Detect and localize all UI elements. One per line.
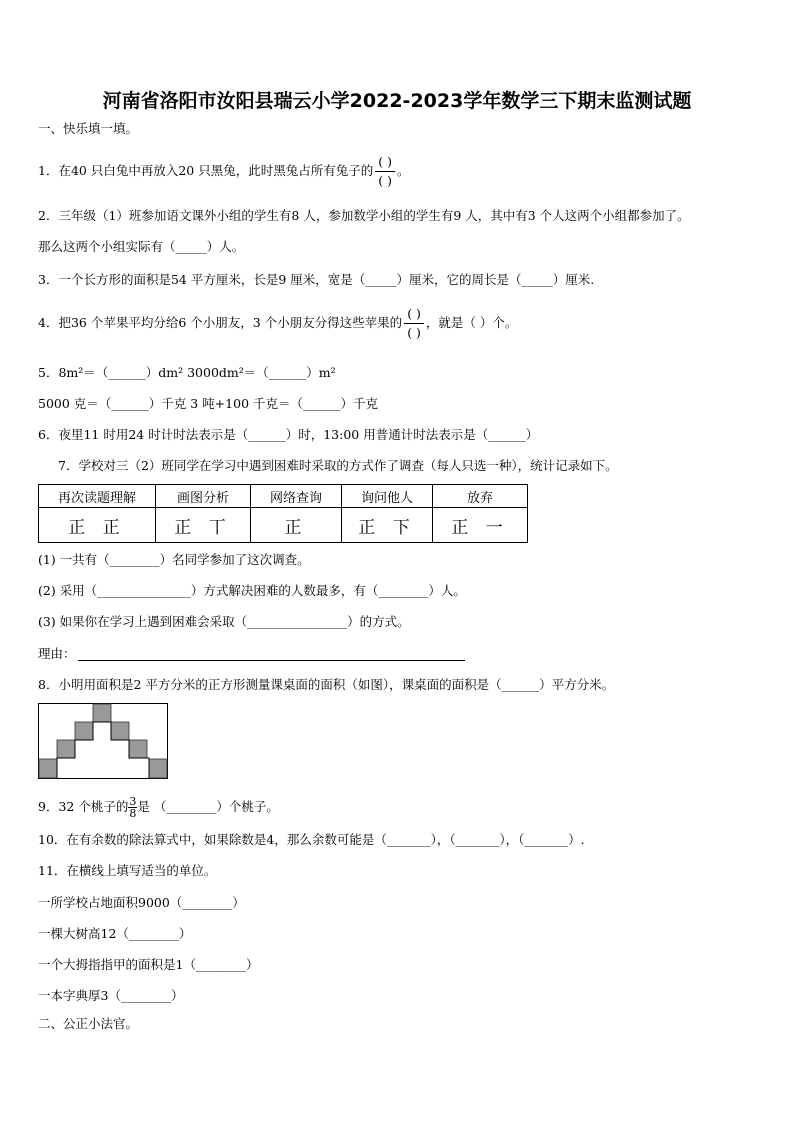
survey-header: 放弃 — [433, 485, 528, 508]
question-7-sub-3: (3) 如果你在学习上遇到困难会采取（________________）的方式。 — [38, 614, 410, 629]
q9-pre: 9．32 个桃子的 — [38, 799, 129, 814]
section-heading-1: 一、快乐填一填。 — [38, 121, 139, 136]
tally-cell: 正 丅 — [156, 508, 251, 543]
q9-fraction — [128, 796, 137, 819]
reason-label: 理由： — [38, 646, 76, 661]
q4-fraction — [404, 306, 424, 341]
question-1 — [38, 154, 409, 189]
grid-square — [129, 740, 147, 758]
survey-header: 询问他人 — [342, 485, 433, 508]
tally-cell: 正 — [251, 508, 342, 543]
question-7-sub-2: (2) 采用（_______________）方式解决困难的人数最多，有（________）人。 — [38, 583, 466, 598]
q4-fraction-den: ( ) — [407, 325, 421, 340]
survey-table — [38, 484, 528, 543]
question-9 — [38, 796, 279, 819]
question-6: 6．夜里11 时用24 时计时法表示是（______）时，13:00 用普通计时法表示是（______） — [38, 427, 539, 442]
survey-header: 网络查询 — [251, 485, 342, 508]
question-2-line-2: 那么这两个小组实际有（_____）人。 — [38, 239, 245, 254]
question-7-sub-1: (1) 一共有（________）名同学参加了这次调查。 — [38, 552, 310, 567]
q1-fraction-den: ( ) — [378, 173, 392, 188]
grid-square — [111, 722, 129, 740]
q9-fraction-num: 3 — [129, 795, 137, 808]
staircase-squares — [39, 704, 167, 778]
question-11-item: 一本字典厚3（________） — [38, 988, 184, 1003]
q9-post: 是 （________）个桃子。 — [137, 799, 279, 814]
section-heading-2: 二、公正小法官。 — [38, 1016, 139, 1031]
survey-header: 再次读题理解 — [39, 485, 156, 508]
q1-text: 1．在40 只白兔中再放入20 只黑兔，此时黑兔占所有兔子的 — [38, 163, 374, 178]
question-2-line-1: 2．三年级（1）班参加语文课外小组的学生有8 人，参加数学小组的学生有9 人，其中有3 个人这两个小组都参加了。 — [38, 208, 690, 223]
q4-end: ，就是（ ）个。 — [425, 315, 518, 330]
survey-header: 画图分析 — [156, 485, 251, 508]
question-8: 8．小明用面积是2 平方分米的正方形测量课桌面的面积（如图），课桌面的面积是（______）平方分米。 — [38, 677, 615, 692]
q1-end: 。 — [396, 163, 410, 178]
question-5-line-2: 5000 克＝（______）千克 3 吨+100 千克＝（______）千克 — [38, 396, 378, 411]
question-11-item: 一棵大树高12（________） — [38, 926, 192, 941]
question-11-item: 一所学校占地面积9000（________） — [38, 895, 245, 910]
question-5-line-1: 5．8m²＝（______）dm² 3000dm²＝（______）m² — [38, 365, 336, 380]
grid-square — [93, 704, 111, 722]
q1-fraction-num: ( ) — [375, 154, 395, 172]
desk-grid-figure — [38, 703, 168, 779]
survey-tally-row — [39, 508, 528, 543]
grid-square — [39, 759, 57, 778]
q1-fraction — [375, 154, 395, 189]
tally-cell: 正 下 — [342, 508, 433, 543]
question-4 — [38, 306, 517, 341]
tally-cell: 正 正 — [39, 508, 156, 543]
page-title: 河南省洛阳市汝阳县瑞云小学2022-2023学年数学三下期末监测试题 — [102, 90, 692, 112]
question-11: 11．在横线上填写适当的单位。 — [38, 863, 217, 878]
grid-square — [149, 759, 167, 778]
question-11-item: 一个大拇指指甲的面积是1（________） — [38, 957, 259, 972]
question-10: 10．在有余数的除法算式中，如果除数是4，那么余数可能是（_______），（_______），（_______）. — [38, 832, 585, 847]
q4-fraction-num: ( ) — [404, 306, 424, 324]
q9-fraction-den: 8 — [129, 807, 137, 820]
question-3: 3．一个长方形的面积是54 平方厘米，长是9 厘米，宽是（_____）厘米，它的周长是（_____）厘米. — [38, 272, 595, 287]
grid-square — [75, 722, 93, 740]
grid-square — [57, 740, 75, 758]
survey-header-row — [39, 485, 528, 508]
q4-text: 4．把36 个苹果平均分给6 个小朋友，3 个小朋友分得这些苹果的 — [38, 315, 403, 330]
reason-answer-line — [78, 660, 465, 661]
question-7: 7．学校对三（2）班同学在学习中遇到困难时采取的方式作了调查（每人只选一种），统计记录如下。 — [58, 458, 618, 473]
tally-cell: 正 一 — [433, 508, 528, 543]
